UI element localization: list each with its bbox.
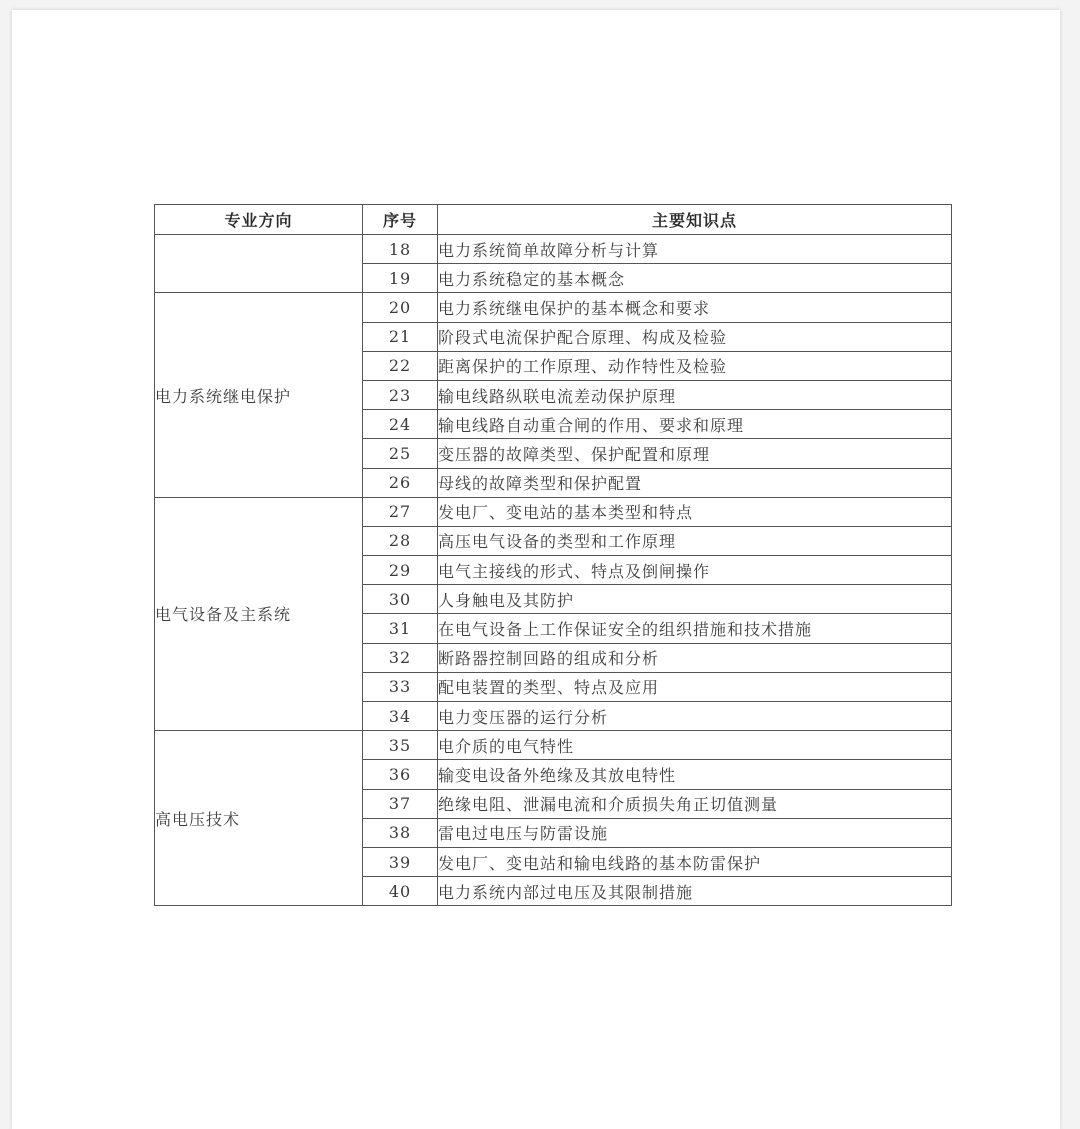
knowledge-point-cell: 人身触电及其防护 [438, 585, 952, 614]
group-direction-cell: 电气设备及主系统 [155, 497, 363, 731]
header-number: 序号 [363, 205, 438, 235]
knowledge-point-cell: 输电线路自动重合闸的作用、要求和原理 [438, 410, 952, 439]
row-number-cell: 29 [363, 556, 438, 585]
table-row [155, 293, 952, 322]
row-number-cell: 20 [363, 293, 438, 322]
knowledge-point-cell: 绝缘电阻、泄漏电流和介质损失角正切值测量 [438, 789, 952, 818]
row-number-cell: 23 [363, 380, 438, 409]
group-direction-cell [155, 235, 363, 293]
table-row [155, 731, 952, 760]
knowledge-point-cell: 电力系统内部过电压及其限制措施 [438, 877, 952, 906]
row-number-cell: 36 [363, 760, 438, 789]
row-number-cell: 19 [363, 264, 438, 293]
row-number-cell: 34 [363, 702, 438, 731]
row-number-cell: 27 [363, 497, 438, 526]
knowledge-point-cell: 发电厂、变电站的基本类型和特点 [438, 497, 952, 526]
knowledge-point-cell: 输变电设备外绝缘及其放电特性 [438, 760, 952, 789]
row-number-cell: 18 [363, 235, 438, 264]
document-page [12, 10, 1060, 1129]
row-number-cell: 38 [363, 818, 438, 847]
knowledge-point-cell: 配电装置的类型、特点及应用 [438, 672, 952, 701]
table-header-row [155, 205, 952, 235]
knowledge-point-cell: 变压器的故障类型、保护配置和原理 [438, 439, 952, 468]
knowledge-point-cell: 电力系统稳定的基本概念 [438, 264, 952, 293]
table-body [155, 235, 952, 906]
knowledge-point-cell: 高压电气设备的类型和工作原理 [438, 526, 952, 555]
table-row [155, 235, 952, 264]
knowledge-point-cell: 母线的故障类型和保护配置 [438, 468, 952, 497]
row-number-cell: 37 [363, 789, 438, 818]
knowledge-point-cell: 雷电过电压与防雷设施 [438, 818, 952, 847]
row-number-cell: 28 [363, 526, 438, 555]
group-direction-cell: 电力系统继电保护 [155, 293, 363, 497]
knowledge-point-cell: 断路器控制回路的组成和分析 [438, 643, 952, 672]
knowledge-point-cell: 阶段式电流保护配合原理、构成及检验 [438, 322, 952, 351]
row-number-cell: 21 [363, 322, 438, 351]
knowledge-point-cell: 电力变压器的运行分析 [438, 702, 952, 731]
header-direction: 专业方向 [155, 205, 363, 235]
knowledge-point-cell: 电气主接线的形式、特点及倒闸操作 [438, 556, 952, 585]
row-number-cell: 35 [363, 731, 438, 760]
row-number-cell: 24 [363, 410, 438, 439]
knowledge-point-cell: 距离保护的工作原理、动作特性及检验 [438, 351, 952, 380]
knowledge-point-cell: 电介质的电气特性 [438, 731, 952, 760]
row-number-cell: 39 [363, 847, 438, 876]
knowledge-point-cell: 发电厂、变电站和输电线路的基本防雷保护 [438, 847, 952, 876]
row-number-cell: 40 [363, 877, 438, 906]
header-knowledge-point: 主要知识点 [438, 205, 952, 235]
row-number-cell: 33 [363, 672, 438, 701]
row-number-cell: 25 [363, 439, 438, 468]
row-number-cell: 22 [363, 351, 438, 380]
knowledge-point-cell: 电力系统简单故障分析与计算 [438, 235, 952, 264]
row-number-cell: 31 [363, 614, 438, 643]
table-row [155, 497, 952, 526]
knowledge-point-cell: 输电线路纵联电流差动保护原理 [438, 380, 952, 409]
knowledge-point-cell: 电力系统继电保护的基本概念和要求 [438, 293, 952, 322]
row-number-cell: 30 [363, 585, 438, 614]
row-number-cell: 26 [363, 468, 438, 497]
row-number-cell: 32 [363, 643, 438, 672]
group-direction-cell: 高电压技术 [155, 731, 363, 906]
knowledge-table [154, 204, 952, 906]
knowledge-point-cell: 在电气设备上工作保证安全的组织措施和技术措施 [438, 614, 952, 643]
